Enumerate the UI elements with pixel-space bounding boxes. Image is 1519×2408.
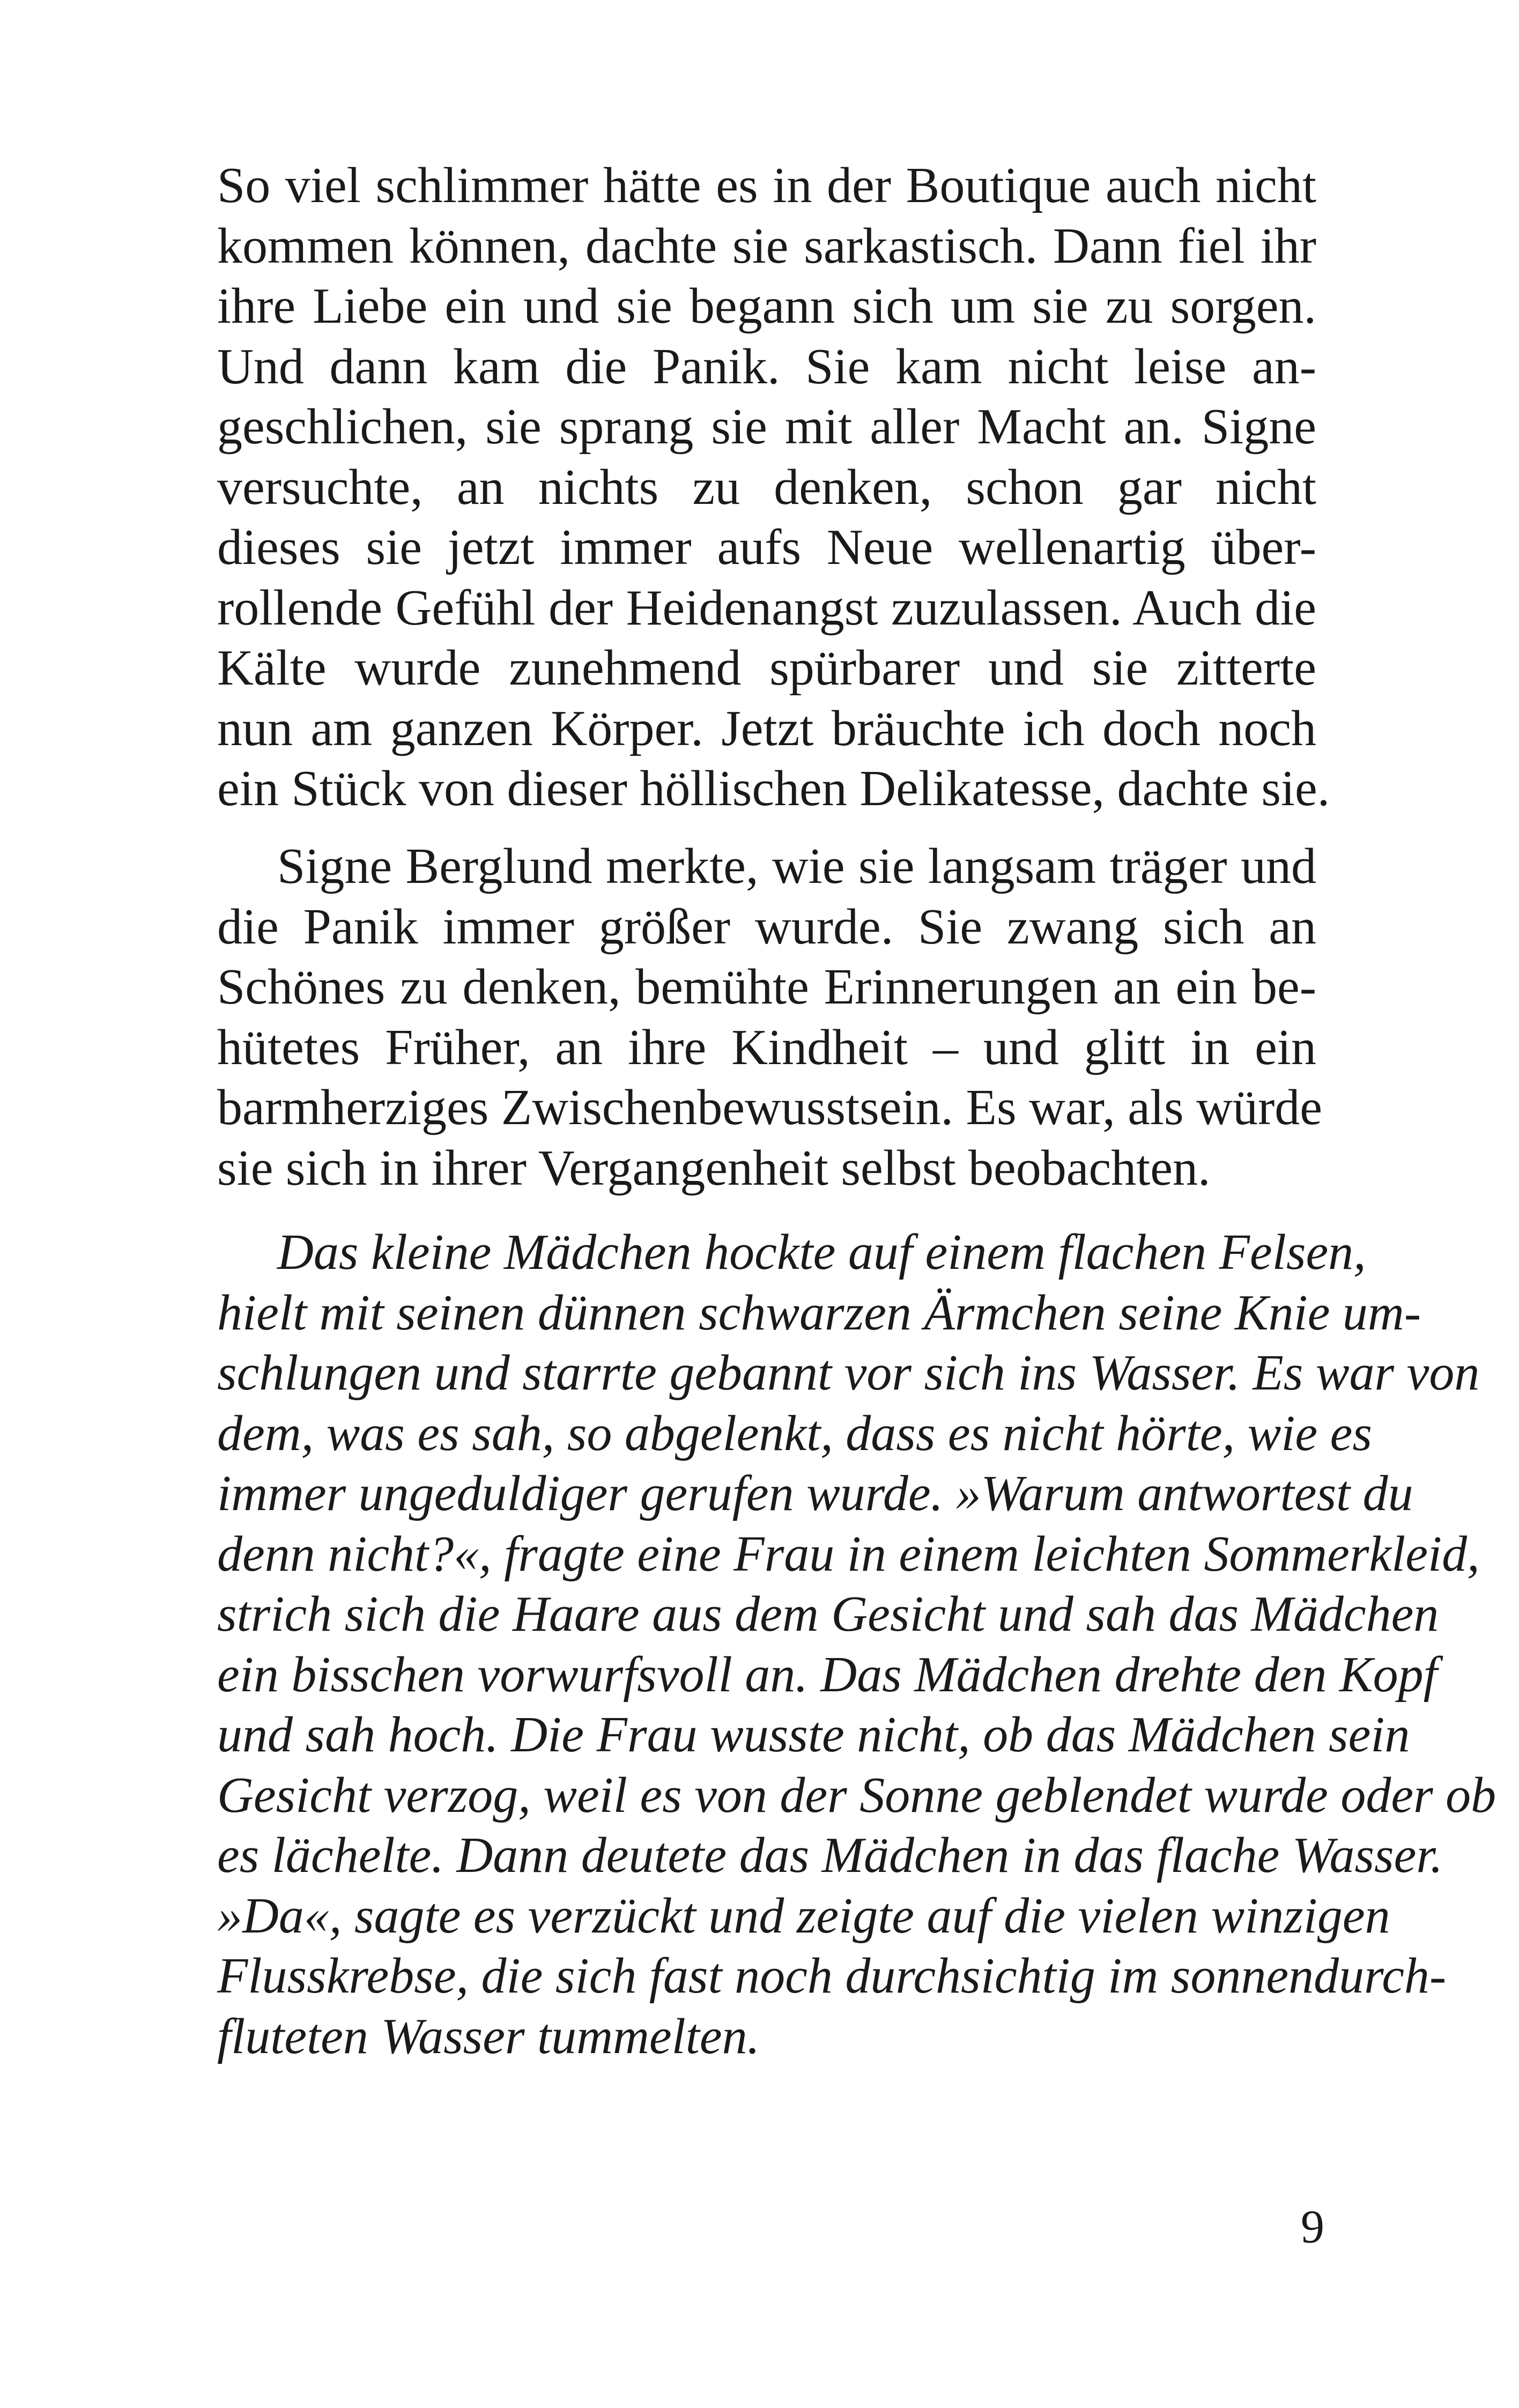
paragraph-1 bbox=[217, 155, 1330, 819]
text-line: Das kleine Mädchen hockte auf einem flachen Felsen, bbox=[277, 1224, 1366, 1280]
text-line: die Panik immer größer wurde. Sie zwang sich an bbox=[217, 898, 1316, 955]
text-line: Signe Berglund merkte, wie sie langsam träger und bbox=[277, 838, 1316, 894]
text-line: dem, was es sah, so abgelenkt, dass es nicht hörte, wie es bbox=[217, 1405, 1372, 1461]
text-line: schlungen und starrte gebannt vor sich ins Wasser. Es war von bbox=[217, 1345, 1480, 1401]
text-line: rollende Gefühl der Heidenangst zuzulassen. Auch die bbox=[217, 579, 1316, 636]
text-line: Und dann kam die Panik. Sie kam nicht leise an- bbox=[217, 338, 1316, 395]
paragraph-3-italic bbox=[217, 1222, 1496, 2067]
text-line: ihre Liebe ein und sie begann sich um sie zu sorgen. bbox=[217, 278, 1316, 334]
text-line: versuchte, an nichts zu denken, schon gar nicht bbox=[217, 459, 1316, 515]
text-line: kommen können, dachte sie sarkastisch. Dann fiel ihr bbox=[217, 218, 1316, 274]
text-line: ein bisschen vorwurfsvoll an. Das Mädchen drehte den Kopf bbox=[217, 1646, 1438, 1703]
text-line: es lächelte. Dann deutete das Mädchen in das flache Wasser. bbox=[217, 1827, 1443, 1883]
text-line: fluteten Wasser tummelten. bbox=[217, 2008, 760, 2064]
text-line: denn nicht?«, fragte eine Frau in einem leichten Sommerkleid, bbox=[217, 1526, 1480, 1582]
text-line: hütetes Früher, an ihre Kindheit – und glitt in ein bbox=[217, 1019, 1316, 1075]
text-line: geschlichen, sie sprang sie mit aller Macht an. Signe bbox=[217, 399, 1316, 455]
text-line: barmherziges Zwischenbewusstsein. Es war, als würde bbox=[217, 1080, 1323, 1135]
text-line: Gesicht verzog, weil es von der Sonne geblendet wurde oder ob bbox=[217, 1767, 1496, 1823]
text-line: ein Stück von dieser höllischen Delikatesse, dachte sie. bbox=[217, 761, 1330, 816]
text-line: strich sich die Haare aus dem Gesicht und sah das Mädchen bbox=[217, 1586, 1439, 1642]
text-line: nun am ganzen Körper. Jetzt bräuchte ich doch noch bbox=[217, 700, 1316, 756]
text-line: So viel schlimmer hätte es in der Boutique auch nicht bbox=[217, 158, 1316, 213]
text-line: Kälte wurde zunehmend spürbarer und sie zitterte bbox=[217, 640, 1316, 696]
paragraph-2 bbox=[217, 836, 1323, 1198]
text-line: Schönes zu denken, bemühte Erinnerungen an ein be- bbox=[217, 959, 1316, 1015]
text-line: und sah hoch. Die Frau wusste nicht, ob das Mädchen sein bbox=[217, 1707, 1410, 1763]
text-line: sie sich in ihrer Vergangenheit selbst beobachten. bbox=[217, 1140, 1211, 1196]
text-line: »Da«, sagte es verzückt und zeigte auf die vielen winzigen bbox=[217, 1887, 1390, 1944]
text-line: Flusskrebse, die sich fast noch durchsichtig im sonnendurch- bbox=[217, 1948, 1447, 2004]
page-number: 9 bbox=[1301, 2201, 1324, 2253]
text-line: immer ungeduldiger gerufen wurde. »Warum antwortest du bbox=[217, 1466, 1413, 1521]
text-line: hielt mit seinen dünnen schwarzen Ärmchen seine Knie um- bbox=[217, 1284, 1421, 1341]
text-line: dieses sie jetzt immer aufs Neue wellenartig über- bbox=[217, 519, 1316, 575]
